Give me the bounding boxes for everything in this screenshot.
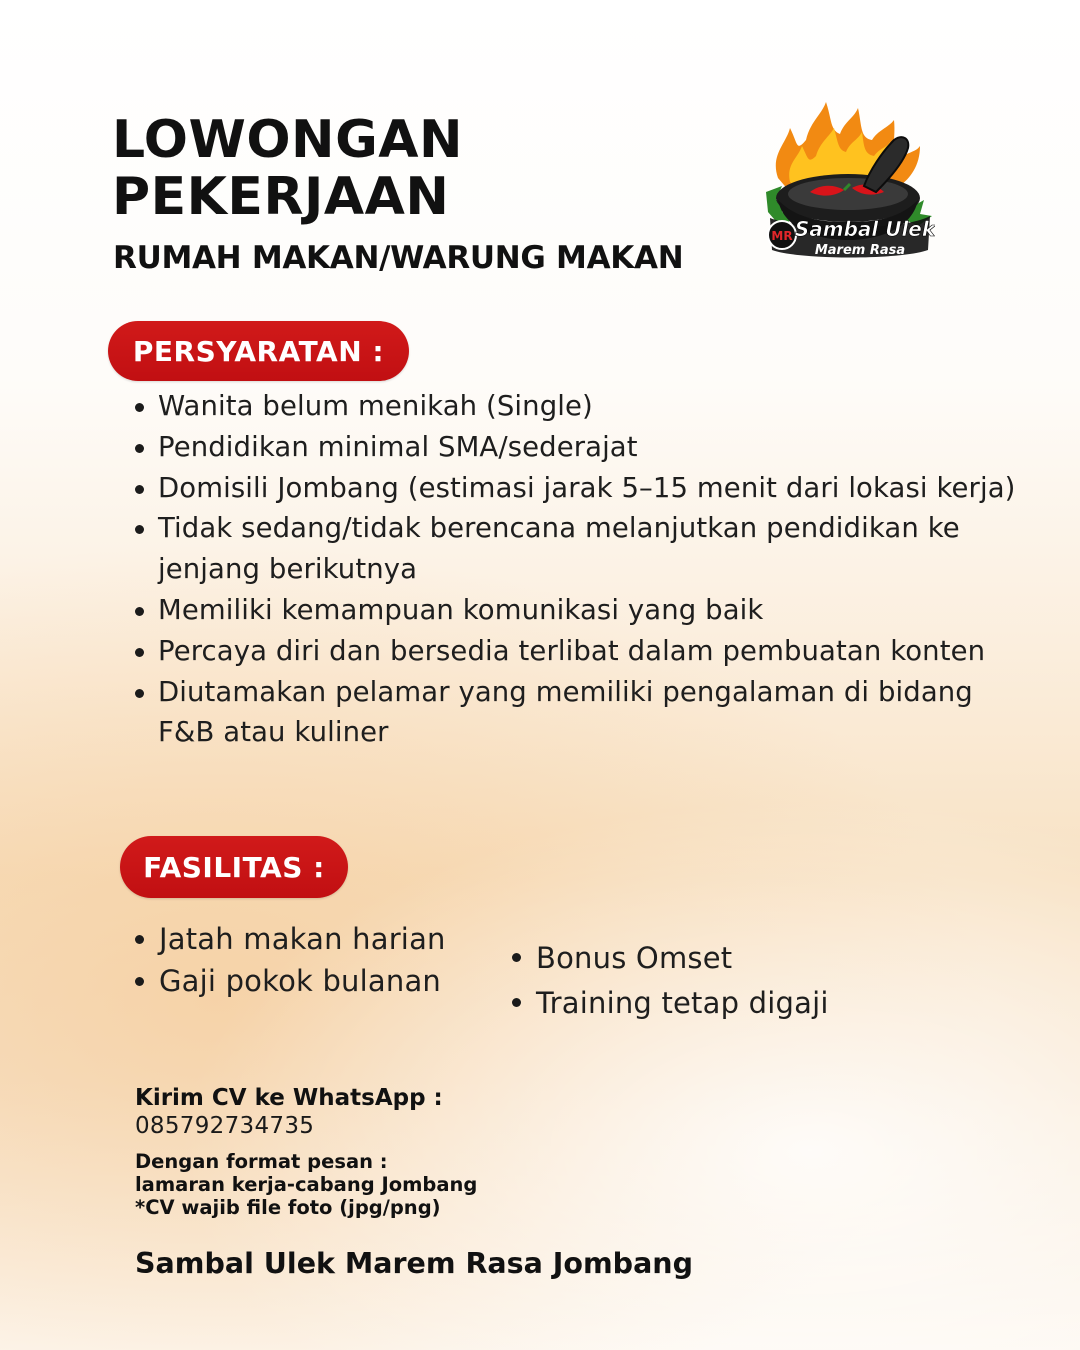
list-item: Training tetap digaji [536, 981, 916, 1026]
mortar-pestle-with-chili-and-flame-icon [760, 100, 935, 265]
message-format-block [135, 1150, 477, 1219]
logo-name: Sambal Ulek [794, 217, 935, 241]
logo-tagline: Marem Rasa [814, 243, 906, 258]
whatsapp-number[interactable]: 085792734735 [135, 1113, 315, 1139]
cv-note: *CV wajib file foto (jpg/png) [135, 1196, 441, 1219]
list-item: Tidak sedang/tidak berencana melanjutkan pendidikan ke jenjang berikutnya [158, 508, 1038, 590]
list-item: Diutamakan pelamar yang memiliki pengalaman di bidang F&B atau kuliner [158, 672, 1038, 754]
page-subtitle: RUMAH MAKAN/WARUNG MAKAN [113, 240, 684, 276]
title-line-2: PEKERJAAN [112, 167, 450, 227]
list-item: Domisili Jombang (estimasi jarak 5–15 menit dari lokasi kerja) [158, 468, 1038, 509]
contact-label: Kirim CV ke WhatsApp : [135, 1085, 443, 1111]
format-message: lamaran kerja-cabang Jombang [135, 1173, 478, 1196]
facilities-heading: FASILITAS : [120, 836, 348, 898]
requirements-heading: PERSYARATAN : [108, 321, 409, 381]
footer-brand: Sambal Ulek Marem Rasa Jombang [135, 1247, 693, 1280]
list-item: Jatah makan harian [159, 918, 519, 960]
facilities-list-right [536, 936, 916, 1026]
requirements-list [158, 386, 1038, 753]
list-item: Memiliki kemampuan komunikasi yang baik [158, 590, 1038, 631]
list-item: Gaji pokok bulanan [159, 960, 519, 1002]
list-item: Wanita belum menikah (Single) [158, 386, 1038, 427]
facilities-list-left [159, 918, 519, 1002]
list-item: Percaya diri dan bersedia terlibat dalam pembuatan konten [158, 631, 1038, 672]
title-line-1: LOWONGAN [112, 110, 464, 170]
list-item: Pendidikan minimal SMA/sederajat [158, 427, 1038, 468]
list-item: Bonus Omset [536, 936, 916, 981]
format-label: Dengan format pesan : [135, 1150, 388, 1173]
logo-badge: MR [771, 229, 793, 243]
brand-logo [760, 100, 935, 265]
page-title [112, 112, 463, 226]
